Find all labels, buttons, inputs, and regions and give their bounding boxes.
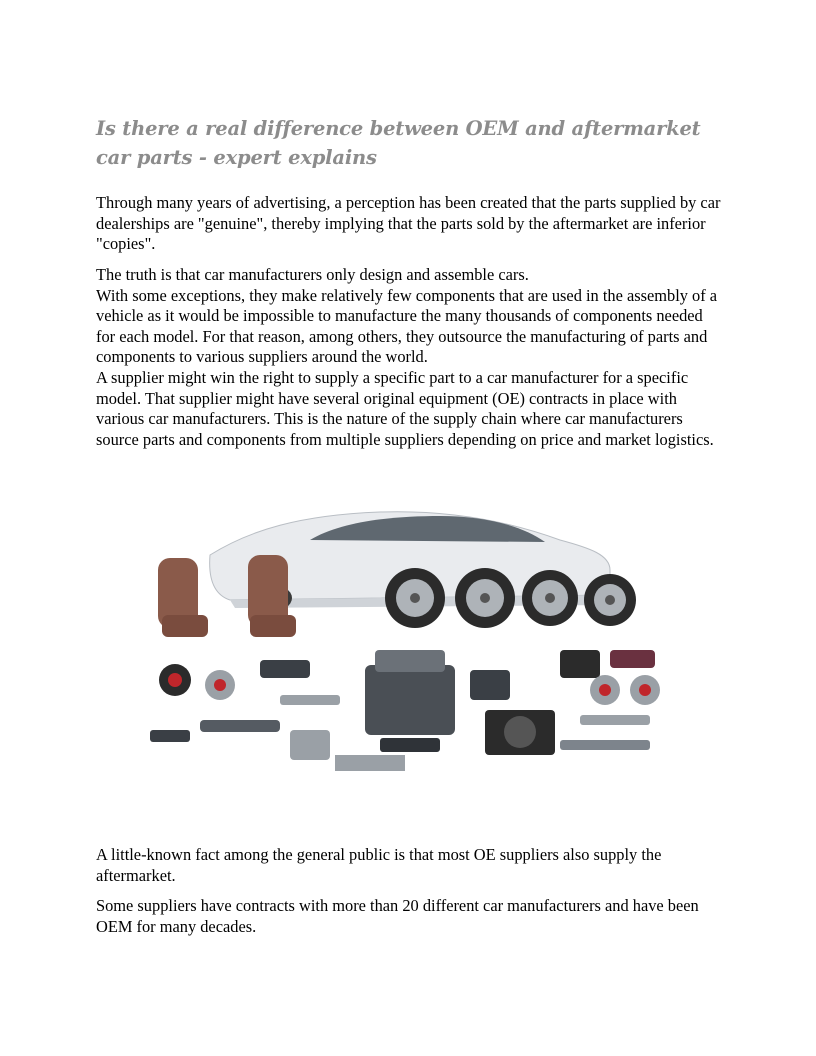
wheel-4 xyxy=(584,574,636,626)
article-title: Is there a real difference between OEM and aftermarket car parts - expert explains xyxy=(96,117,701,169)
paragraph-intro: Through many years of advertising, a perception has been created that the parts supplied by car dealerships are "genuine", thereby implying that the parts sold by the aftermarket are inferior "copies". xyxy=(96,193,721,254)
paragraph-oe-aftermarket: A little-known fact among the general public is that most OE suppliers also supply the aftermarket. xyxy=(96,845,662,885)
seat-left xyxy=(158,558,208,637)
paragraph-supply-chain xyxy=(96,265,724,450)
wheel-1 xyxy=(385,568,445,628)
car-parts-photo xyxy=(140,500,680,790)
sentence-design-assemble: The truth is that car manufacturers only design and assemble cars. xyxy=(96,265,529,284)
engine xyxy=(365,650,455,752)
wheel-3 xyxy=(522,570,578,626)
paragraph-oem-decades: Some suppliers have contracts with more than 20 different car manufacturers and have been OEM for many decades. xyxy=(96,896,699,936)
wheel-2 xyxy=(455,568,515,628)
sentence-outsource: With some exceptions, they make relatively few components that are used in the assembly of a vehicle as it would be impossible to manufacture the many thousands of components needed for each model. For that reason, among others, they outsource the manufacturing of parts and components to various suppliers around the world. xyxy=(96,285,718,367)
sentence-supplier-contracts: A supplier might win the right to supply a specific part to a car manufacturer for a specific model. That supplier might have several original equipment (OE) contracts in place with various car manufacturers. This is the nature of the supply chain where car manufacturers source parts and components from multiple suppliers depending on price and market logistics. xyxy=(96,367,714,449)
